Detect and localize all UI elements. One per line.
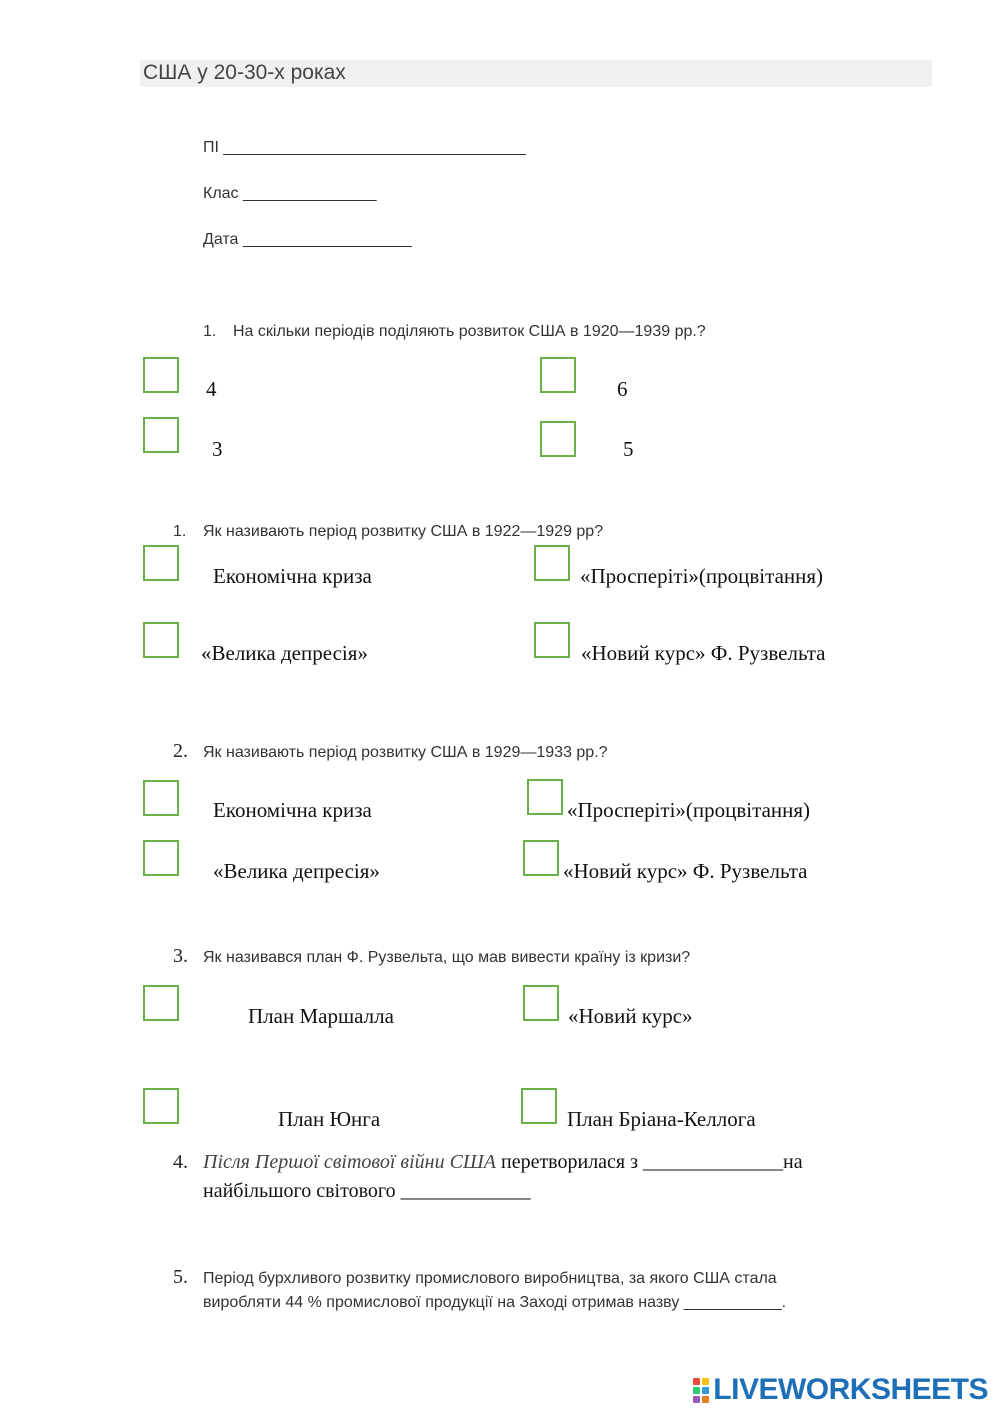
q3-option-c-label: «Велика депресія» bbox=[213, 859, 380, 883]
q3-option-d-label: «Новий курс» Ф. Рузвельта bbox=[563, 859, 808, 883]
q2-option-c-checkbox[interactable] bbox=[143, 622, 179, 658]
q2-option-a-checkbox[interactable] bbox=[143, 545, 179, 581]
q4-option-c-label: План Юнга bbox=[278, 1107, 381, 1131]
logo-tile bbox=[693, 1378, 700, 1385]
question-2-text: Як називають період розвитку США в 1922—1929 рр? bbox=[203, 523, 604, 540]
q1-option-d-checkbox[interactable] bbox=[540, 421, 576, 457]
liveworksheets-logo bbox=[693, 1374, 988, 1406]
question-5-line-1 bbox=[203, 1151, 803, 1174]
date-field[interactable]: Дата ___________________ bbox=[203, 231, 412, 248]
question-4-text: Як називався план Ф. Рузвельта, що мав вивести країну із кризи? bbox=[203, 949, 691, 966]
q4-option-d-label: План Бріана-Келлога bbox=[567, 1107, 756, 1131]
question-5-line-2[interactable]: найбільшого світового _____________ bbox=[203, 1180, 531, 1202]
question-2-number: 1. bbox=[173, 523, 187, 540]
logo-tile bbox=[702, 1378, 709, 1385]
q2-option-a-label: Економічна криза bbox=[213, 564, 372, 588]
q1-option-d-label: 5 bbox=[623, 437, 634, 461]
q2-option-c-label: «Велика депресія» bbox=[201, 641, 368, 665]
liveworksheets-logo-text: LIVEWORKSHEETS bbox=[713, 1373, 988, 1406]
name-field[interactable]: ПІ __________________________________ bbox=[203, 139, 526, 156]
question-4-number: 3. bbox=[173, 945, 188, 967]
q4-option-a-checkbox[interactable] bbox=[143, 985, 179, 1021]
question-6-number: 5. bbox=[173, 1266, 188, 1288]
q4-option-a-label: План Маршалла bbox=[248, 1004, 394, 1028]
q3-option-b-checkbox[interactable] bbox=[527, 779, 563, 815]
q3-option-b-label: «Просперіті»(процвітання) bbox=[567, 798, 811, 822]
logo-tile bbox=[702, 1396, 709, 1403]
q1-option-c-checkbox[interactable] bbox=[143, 417, 179, 453]
q1-option-a-label: 4 bbox=[206, 377, 217, 401]
q3-option-c-checkbox[interactable] bbox=[143, 840, 179, 876]
class-field[interactable]: Клас _______________ bbox=[203, 185, 377, 202]
q2-option-d-label: «Новий курс» Ф. Рузвельта bbox=[581, 641, 826, 665]
q2-option-d-checkbox[interactable] bbox=[534, 622, 570, 658]
q1-option-b-label: 6 bbox=[617, 377, 628, 401]
question-3-number: 2. bbox=[173, 740, 188, 762]
question-5-number: 4. bbox=[173, 1151, 188, 1173]
question-3-text: Як називають період розвитку США в 1929—1933 рр.? bbox=[203, 744, 608, 761]
q3-option-a-checkbox[interactable] bbox=[143, 780, 179, 816]
question-1-text: На скільки періодів поділяють розвиток США в 1920—1939 рр.? bbox=[233, 323, 706, 340]
q4-option-c-checkbox[interactable] bbox=[143, 1088, 179, 1124]
q4-option-b-checkbox[interactable] bbox=[523, 985, 559, 1021]
logo-tile bbox=[702, 1387, 709, 1394]
q3-option-a-label: Економічна криза bbox=[213, 798, 372, 822]
q1-option-a-checkbox[interactable] bbox=[143, 357, 179, 393]
question-6-line-1: Період бурхливого розвитку промислового виробництва, за якого США стала bbox=[203, 1270, 777, 1287]
q4-option-d-checkbox[interactable] bbox=[521, 1088, 557, 1124]
q4-option-b-label: «Новий курс» bbox=[568, 1004, 693, 1028]
logo-tile bbox=[693, 1387, 700, 1394]
page-title: США у 20-30-х роках bbox=[143, 61, 346, 84]
q2-option-b-checkbox[interactable] bbox=[534, 545, 570, 581]
question-5-rest[interactable]: перетворилася з ______________на bbox=[495, 1151, 803, 1173]
question-1-number: 1. bbox=[203, 323, 217, 340]
q2-option-b-label: «Просперіті»(процвітання) bbox=[580, 564, 824, 588]
question-6-line-2[interactable]: виробляти 44 % промислової продукції на Заході отримав назву ___________. bbox=[203, 1294, 787, 1311]
question-5-italic: Після Першої світової війни США bbox=[203, 1151, 496, 1173]
q1-option-b-checkbox[interactable] bbox=[540, 357, 576, 393]
q1-option-c-label: 3 bbox=[212, 437, 223, 461]
liveworksheets-logo-icon bbox=[693, 1378, 709, 1403]
q3-option-d-checkbox[interactable] bbox=[523, 840, 559, 876]
logo-tile bbox=[693, 1396, 700, 1403]
